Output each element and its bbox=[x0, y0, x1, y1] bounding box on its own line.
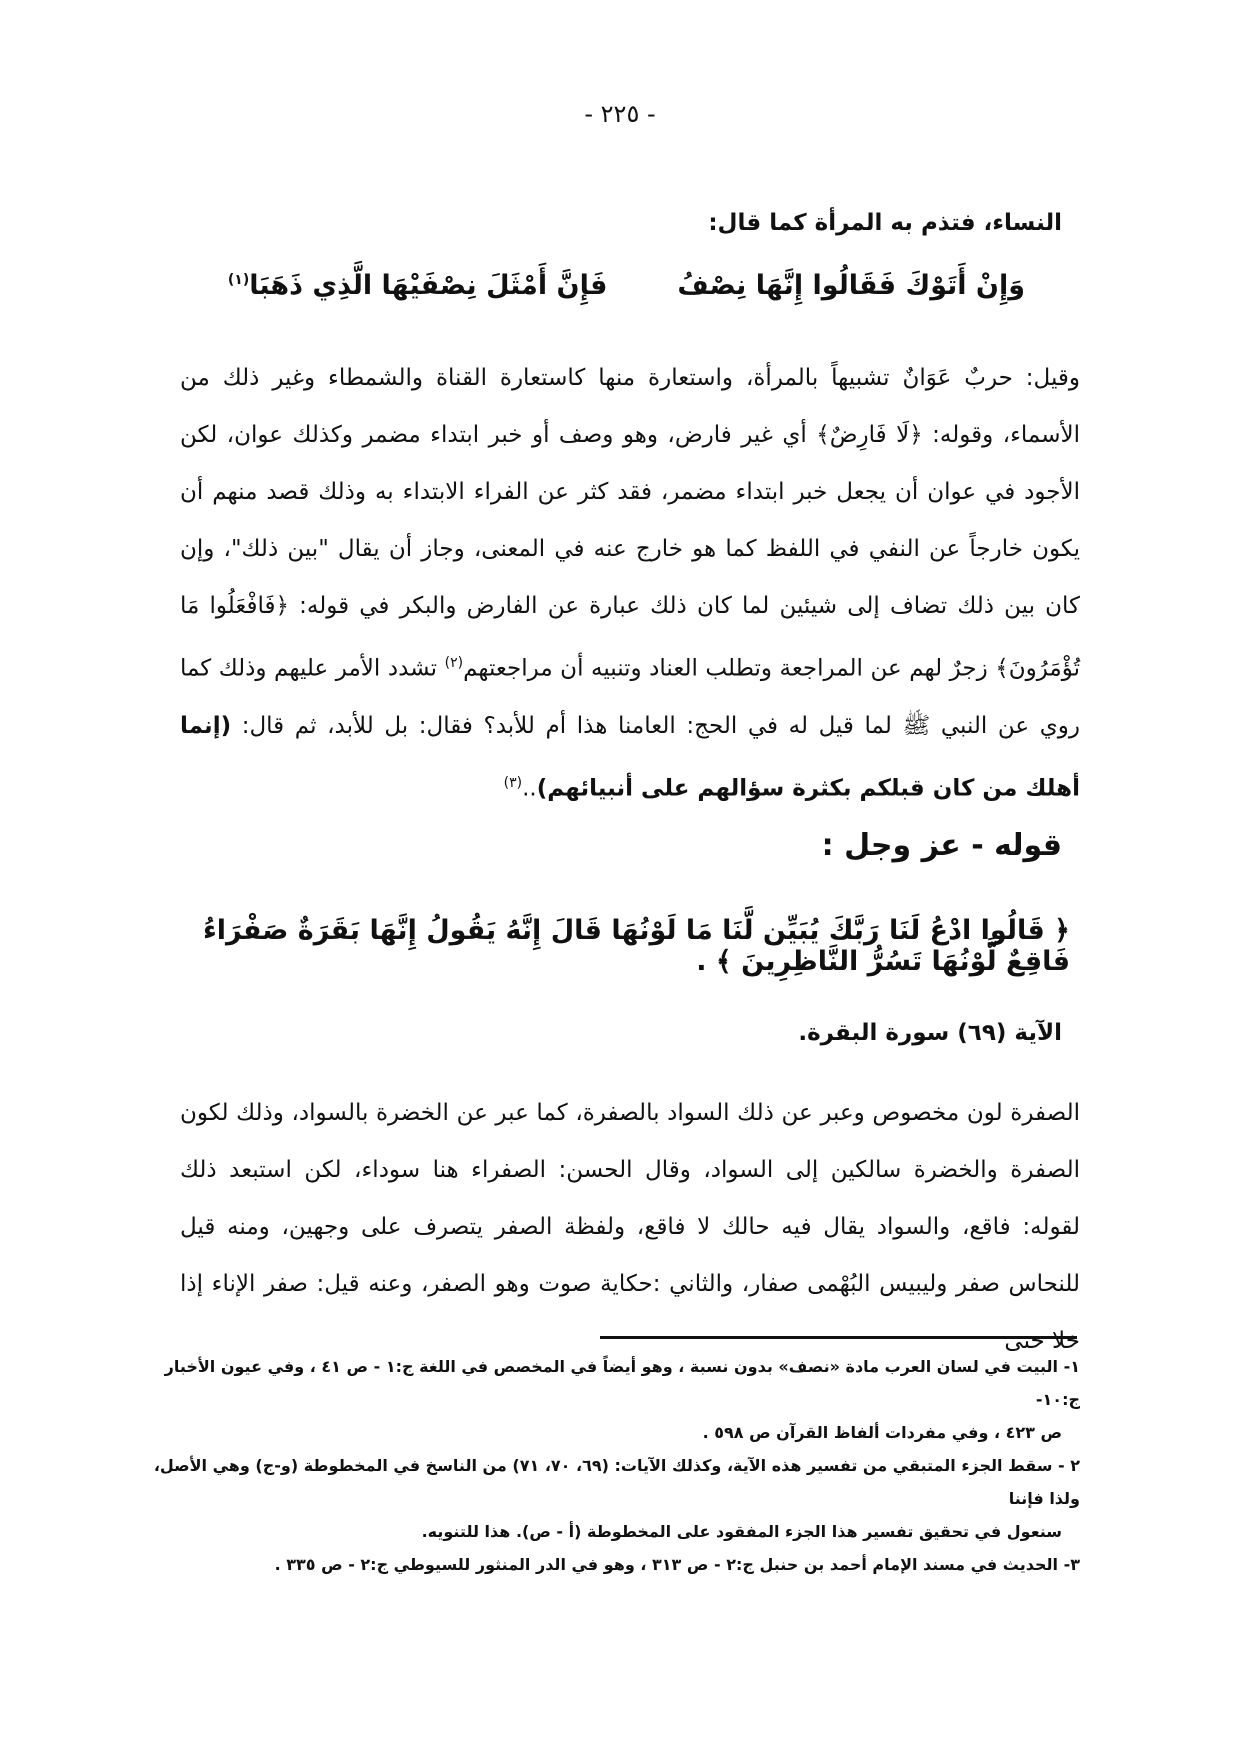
verse-second-hemistich-text: فَإِنَّ أَمْثَلَ نِصْفَيْهَا الَّذِي ذَهَبَا bbox=[249, 270, 608, 301]
paragraph1-part1: وقيل: حربٌ عَوَانٌ تشبيهاً بالمرأة، واستعارة منها كاستعارة القناة والشمطاء وغير ذلك من الأسماء، وقوله: ﴿لَا فَارِضٌ﴾ أي غير فارض، وهو وصف أو خبر ابتداء مضمر وكذلك عوان، لكن الأجود في عوان أن يجعل خبر ابتداء مضمر، فقد كثر عن الفراء الابتداء به وذلك قصد منهم أن يكون خارجاً عن النفي في اللفظ كما هو خارج عنه في المعنى، وجاز أن يقال "بين ذلك"، وإن كان بين ذلك تضاف إلى شيئين لما كان ذلك عبارة عن الفارض والبكر في قوله: ﴿فَافْعَلُوا مَا تُؤْمَرُونَ﴾ زجرٌ لهم عن المراجعة وتطلب العناد وتنبيه أن مراجعتهم bbox=[180, 365, 1080, 682]
section-heading: قوله - عز وجل : bbox=[821, 828, 1062, 863]
commentary-paragraph-2: الصفرة لون مخصوص وعبر عن ذلك السواد بالصفرة، كما عبر عن الخضرة بالسواد، وذلك لكون الصفرة والخضرة سالكين إلى السواد، وقال الحسن: الصفراء هنا سوداء، لكن استبعد ذلك لقوله: فاقع، والسواد يقال فيه حالك لا فاقع، ولفظة الصفر يتصرف على وجهين، ومنه قيل للنحاس صفر وليبيس البُهْمى صفار، والثاني :حكاية صوت وهو الصفر، وعنه قيل: صفر الإناء إذا خلا حتى bbox=[180, 1100, 1080, 1354]
footnote-3: ٣- الحديث في مسند الإمام أحمد بن حنبل ج:٢ - ص ٣١٣ ، وهو في الدر المنثور للسيوطي ج:٢ - ص ٣٣٥ . bbox=[274, 1555, 1080, 1574]
footnote-marker-1: (١) bbox=[227, 272, 250, 288]
verse-second-hemistich bbox=[228, 270, 608, 301]
paragraph1-part2: تشدد الأمر عليهم وذلك كما روي عن النبي ﷺ لما قيل له في الحج: العامنا هذا أم للأبد؟ فقال: بل للأبد، ثم قال: bbox=[180, 655, 1080, 739]
quran-ayah: ﴿ قَالُوا ادْعُ لَنَا رَبَّكَ يُبَيِّن لَّنَا مَا لَوْنُهَا قَالَ إِنَّهُ يَقُولُ إِنَّهَا بَقَرَةٌ صَفْرَاءُ فَاقِعٌ لَّوْنُهَا تَسُرُّ النَّاظِرِينَ ﴾ . bbox=[202, 915, 1070, 977]
poetry-verse bbox=[228, 270, 1025, 301]
commentary-paragraph-1 bbox=[180, 350, 1080, 817]
footnote-divider bbox=[600, 1336, 1077, 1339]
footnote-1-line-1: ١- البيت في لسان العرب مادة «نصف» بدون نسبة ، وهو أيضاً في المخصص في اللغة ج:١ - ص ٤١ ، وفي عيون الأخبار ج:١٠- bbox=[164, 1357, 1080, 1409]
footnotes bbox=[150, 1350, 1080, 1581]
verse-first-hemistich: وَإِنْ أَتَوْكَ فَقَالُوا إِنَّهَا نِصْفُ bbox=[677, 270, 1025, 301]
footnote-marker-3: (٣) bbox=[503, 774, 523, 791]
page-number: - ٢٢٥ - bbox=[584, 100, 656, 128]
footnote-1-line-2: ص ٤٢٣ ، وفي مفردات ألفاظ القرآن ص ٥٩٨ . bbox=[702, 1423, 1062, 1442]
hadith-quote: (إنما أهلك من كان قبلكم بكثرة سؤالهم على أنبيائهم) bbox=[180, 712, 1080, 802]
ayah-reference: الآية (٦٩) سورة البقرة. bbox=[798, 1020, 1062, 1046]
footnote-2-line-1: ٢ - سقط الجزء المتبقي من تفسير هذه الآية، وكذلك الآيات: (٦٩، ٧٠، ٧١) من الناسخ في المخطوطة (و-ج) وهي الأصل، ولذا فإننا bbox=[153, 1456, 1080, 1508]
intro-line: النساء، فتذم به المرأة كما قال: bbox=[708, 210, 1062, 236]
footnote-2-line-2: سنعول في تحقيق تفسير هذا الجزء المفقود على المخطوطة (أ - ص). هذا للتنويه. bbox=[421, 1522, 1062, 1541]
paragraph1-part3: .. bbox=[522, 775, 537, 802]
footnote-marker-2: (٢) bbox=[444, 655, 464, 671]
